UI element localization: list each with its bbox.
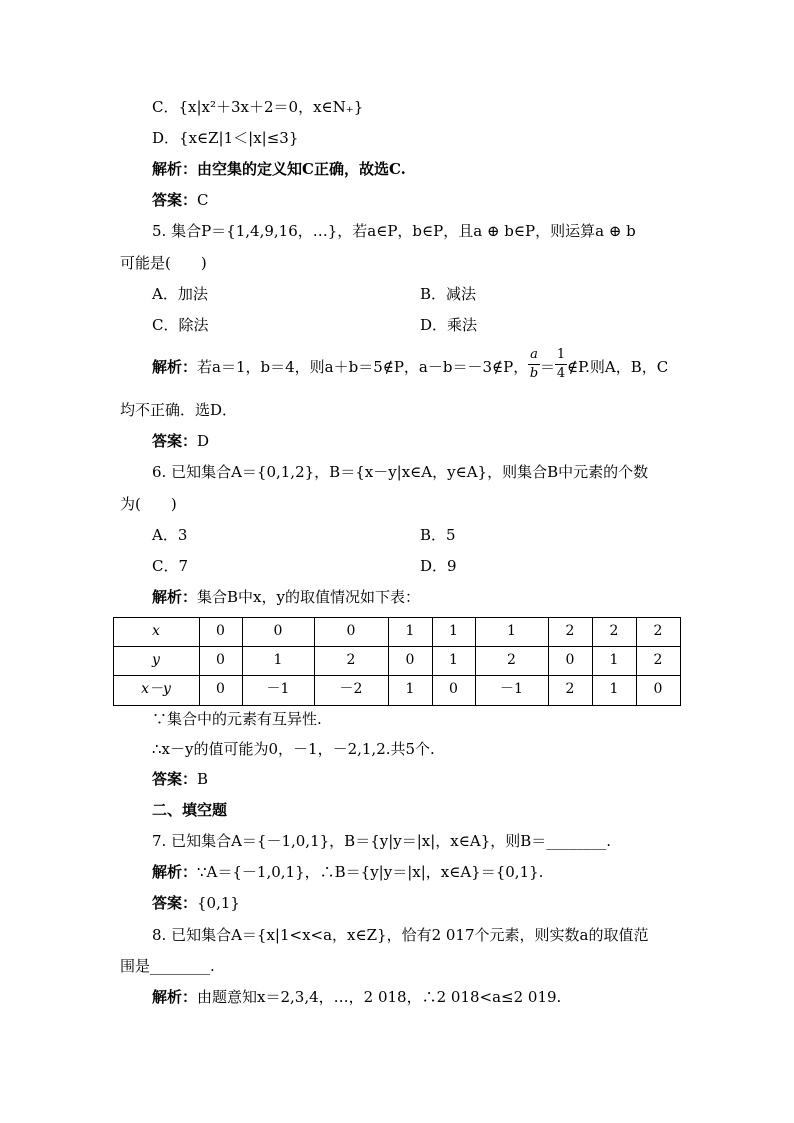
option-a-q5: A．加法: [152, 285, 208, 303]
section-heading: 二、填空题: [152, 801, 228, 819]
question-5-cont: 可能是( ): [120, 254, 207, 272]
table-cell: －1: [500, 681, 523, 697]
reasoning-line-2: ∴x－y的值可能为0，－1，－2,1,2.共5个.: [152, 740, 435, 758]
fraction-denominator: b: [529, 366, 539, 381]
analysis-text: 集合B中x，y的取值情况如下表：: [197, 588, 420, 606]
question-6-cont: 为( ): [120, 495, 177, 513]
analysis-label: 解析：: [152, 160, 198, 178]
analysis-text: 由空集的定义知C正确，故选C.: [197, 160, 406, 178]
analysis-label: 解析：: [152, 863, 198, 881]
answer-label: 答案：: [152, 770, 198, 788]
table-cell: 0: [346, 623, 356, 639]
table-cell: 1: [405, 681, 415, 697]
table-cell: 2: [507, 652, 516, 668]
fraction-numerator: 1: [556, 347, 566, 362]
table-cell: 0: [653, 681, 663, 697]
table-cell: 1: [449, 652, 458, 668]
analysis-q8: [152, 987, 561, 1007]
question-7: 7. 已知集合A＝{－1,0,1}，B＝{y|y＝|x|，x∈A}，则B＝________.: [152, 832, 612, 850]
table-cell: 2: [346, 652, 356, 668]
option-b-q6: B．5: [420, 526, 456, 544]
option-d-q6: D．9: [420, 557, 457, 575]
answer-q7: [152, 893, 240, 913]
reasoning-line-1: ∵集合中的元素有互异性.: [152, 710, 322, 728]
table-cell: 0: [405, 652, 415, 668]
analysis-label: 解析：: [152, 588, 198, 606]
table-cell: 0: [565, 652, 575, 668]
table-cell: 0: [216, 652, 225, 668]
table-cell: 0: [449, 681, 458, 697]
fraction-numerator: a: [530, 347, 538, 362]
option-c-q6: C．7: [152, 557, 189, 575]
answer-text: B: [197, 770, 209, 788]
option-c-q4: C．{x|x²＋3x＋2＝0，x∈N₊}: [152, 98, 364, 116]
option-b-q5: B．减法: [420, 285, 477, 303]
answer-text: D: [197, 432, 210, 450]
answer-text: C: [197, 191, 209, 209]
table-cell: 2: [653, 623, 663, 639]
table-cell: 1: [405, 623, 415, 639]
table-cell: 0: [273, 623, 283, 639]
table-cell: 0: [216, 623, 225, 639]
table-cell: 1: [609, 681, 619, 697]
answer-label: 答案：: [152, 191, 198, 209]
table-cell: 1: [273, 652, 283, 668]
table-cell: －1: [266, 681, 290, 697]
answer-label: 答案：: [152, 894, 198, 912]
analysis-text: ∵A＝{－1,0,1}，∴B＝{y|y＝|x|，x∈A}＝{0,1}.: [197, 863, 544, 881]
table-cell: 2: [609, 623, 619, 639]
answer-q6: [152, 769, 208, 789]
table-cell: 2: [565, 681, 575, 697]
analysis-text: 若a＝1，b＝4，则a＋b＝5∉P，a－b＝－3∉P，: [197, 358, 529, 376]
table-row-header: x－y: [141, 681, 171, 697]
table-cell: 0: [216, 681, 225, 697]
option-a-q6: A．3: [152, 526, 188, 544]
question-5: 5. 集合P＝{1,4,9,16，…}，若a∈P，b∈P，且a ⊕ b∈P，则运算a ⊕ b: [152, 222, 636, 240]
table-row-header: y: [152, 652, 160, 668]
table-cell: 1: [449, 623, 458, 639]
analysis-q5-cont: 均不正确．选D．: [120, 401, 238, 419]
analysis-q5-tail: ∉P.则A，B，C: [567, 358, 669, 376]
table-cell: 2: [653, 652, 663, 668]
equals-sign: ＝: [540, 358, 556, 376]
question-8: 8. 已知集合A＝{x|1<x<a，x∈Z}，恰有2 017个元素，则实数a的取值范: [152, 926, 649, 944]
option-c-q5: C．除法: [152, 316, 209, 334]
option-d-q4: D．{x∈Z|1＜|x|≤3}: [152, 129, 299, 147]
question-6: 6. 已知集合A＝{0,1,2}，B＝{x－y|x∈A，y∈A}，则集合B中元素的个数: [152, 463, 649, 481]
option-d-q5: D．乘法: [420, 316, 478, 334]
table-cell: 2: [565, 623, 575, 639]
answer-label: 答案：: [152, 432, 198, 450]
fraction-denominator: 4: [556, 366, 566, 381]
analysis-label: 解析：: [152, 358, 198, 376]
table-cell: 1: [609, 652, 619, 668]
table-row-header: x: [152, 623, 160, 639]
analysis-q7: [152, 862, 543, 882]
analysis-label: 解析：: [152, 988, 198, 1006]
table-cell: －2: [339, 681, 363, 697]
table-cell: 1: [507, 623, 516, 639]
answer-text: {0,1}: [197, 894, 240, 912]
question-8-cont: 围是________.: [120, 957, 215, 975]
analysis-text: 由题意知x＝2,3,4，…，2 018，∴2 018<a≤2 019.: [197, 988, 562, 1006]
